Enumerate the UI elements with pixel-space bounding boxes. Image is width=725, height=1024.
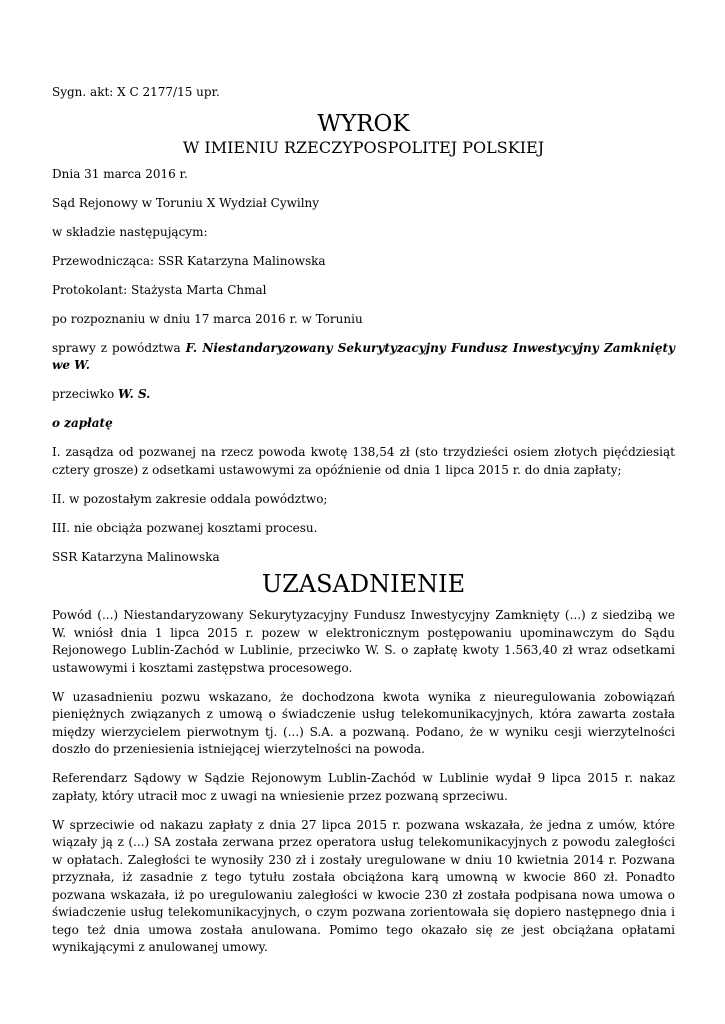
judgment-date: Dnia 31 marca 2016 r. bbox=[52, 166, 188, 181]
justification-paragraph: W sprzeciwie od nakazu zapłaty z dnia 27 lipca 2015 r. pozwana wskazała, że jedna z umów, które wiązały ją z (...) SA została zerwana przez operatora usług telekomunikacyjnych z powodu zaległości w opłatach. Zaległości te wynosiły 230 zł i zostały uregulowane w dniu 10 kwietnia 2014 r. Pozwana przyznała, iż zasadnie z tego tytułu została obciążona karą umowną w kwocie 860 zł. Ponadto pozwana wskazała, iż po uregulowaniu zaległości w kwocie 230 zł została podpisana nowa umowa o świadczenie usług telekomunikacyjnych, o czym pozwana zorientowała się dopiero następnego dnia i tego też dnia umowa została anulowana. Pomimo tego okazało się ze jest obciążana opłatami wynikającymi z anulowanej umowy. bbox=[52, 817, 675, 954]
justification-paragraph: Referendarz Sądowy w Sądzie Rejonowym Lublin-Zachód w Lublinie wydał 9 lipca 2015 r. nakaz zapłaty, który utracił moc z uwagi na wniesienie przez pozwaną sprzeciwu. bbox=[52, 771, 675, 803]
ruling-point-3: III. nie obciąża pozwanej kosztami procesu. bbox=[52, 520, 318, 535]
presiding-judge: Przewodnicząca: SSR Katarzyna Malinowska bbox=[52, 253, 326, 268]
against-prefix: przeciwko bbox=[52, 387, 118, 401]
court-clerk: Protokolant: Stażysta Marta Chmal bbox=[52, 282, 267, 297]
defendant-line bbox=[52, 386, 675, 404]
document-title: WYROK bbox=[317, 110, 410, 137]
justification-title: UZASADNIENIE bbox=[261, 570, 466, 598]
document-subtitle: W IMIENIU RZECZYPOSPOLITEJ POLSKIEJ bbox=[182, 137, 545, 157]
court-composition: w składzie następującym: bbox=[52, 224, 208, 239]
case-subject: o zapłatę bbox=[52, 416, 113, 430]
justification-paragraph: W uzasadnieniu pozwu wskazano, że dochodzona kwota wynika z nieuregulowania zobowiązań pieniężnych związanych z umową o świadczenie usług telekomunikacyjnych, która zawarta została między wierzycielem pierwotnym tj. (...) S.A. a pozwaną. Podano, że w wyniku cesji wierzytelności doszło do przeniesienia istniejącej wierzytelności na powoda. bbox=[52, 689, 675, 756]
court-name: Sąd Rejonowy w Toruniu X Wydział Cywilny bbox=[52, 195, 320, 210]
defendant-name: W. S. bbox=[117, 387, 151, 401]
justification-paragraph: Powód (...) Niestandaryzowany Sekurytyzacyjny Fundusz Inwestycyjny Zamknięty (...) z siedzibą we W. wniósł dnia 1 lipca 2015 r. pozew w elektronicznym postępowaniu upominawczym do Sądu Rejonowego Lublin-Zachód w Lublinie, przeciwko W. S. o zapłatę kwoty 1.563,40 zł wraz odsetkami ustawowymi i kosztami zastępstwa procesowego. bbox=[52, 608, 675, 675]
plaintiff-name: F. Niestandaryzowany Sekurytyzacyjny Fundusz Inwestycyjny Zamknięty we W. bbox=[52, 340, 675, 372]
case-prefix: sprawy z powództwa bbox=[52, 340, 186, 355]
ruling-point-1: I. zasądza od pozwanej na rzecz powoda kwotę 138,54 zł (sto trzydzieści osiem złotych pięćdziesiąt cztery grosze) z odsetkami ustawowymi za opóźnienie od dnia 1 lipca 2015 r. do dnia zapłaty; bbox=[52, 445, 675, 477]
document-page bbox=[52, 84, 675, 968]
judge-signature: SSR Katarzyna Malinowska bbox=[52, 549, 220, 564]
case-parties bbox=[52, 340, 675, 375]
case-signature: Sygn. akt: X C 2177/15 upr. bbox=[52, 85, 220, 99]
ruling-point-2: II. w pozostałym zakresie oddala powództwo; bbox=[52, 491, 328, 506]
hearing-info: po rozpoznaniu w dniu 17 marca 2016 r. w Toruniu bbox=[52, 311, 363, 326]
